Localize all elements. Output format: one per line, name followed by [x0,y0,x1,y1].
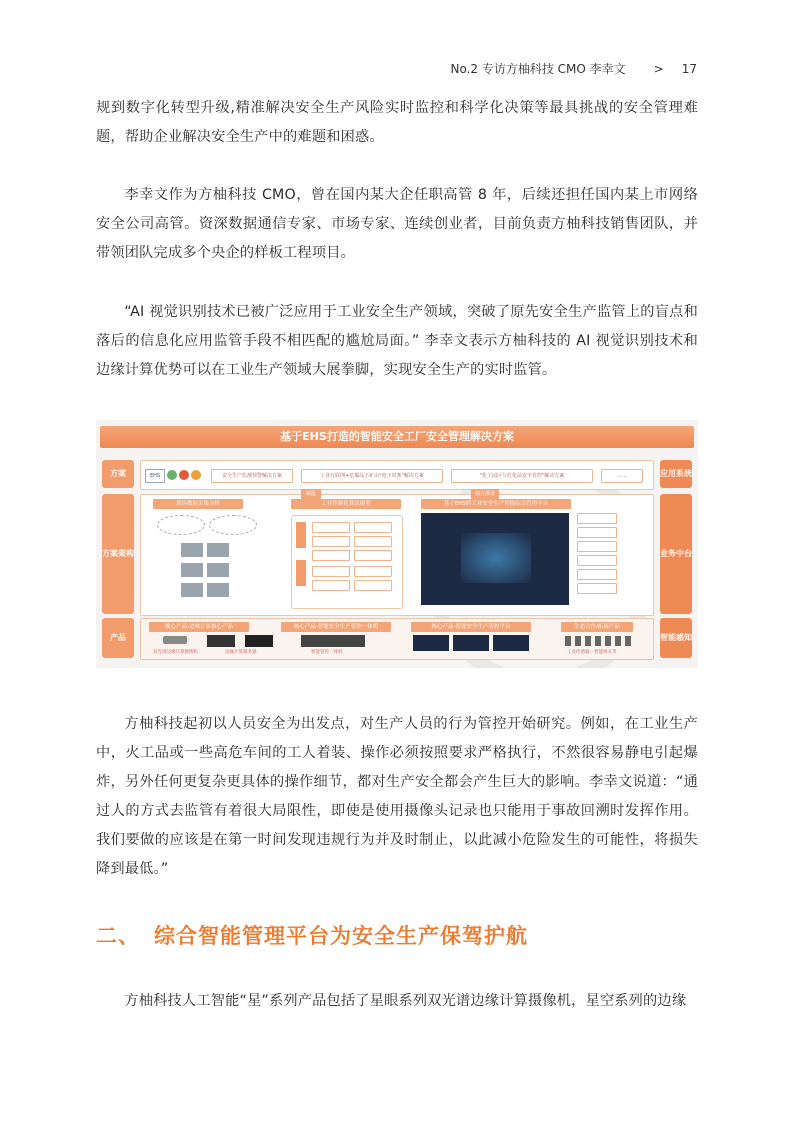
solution-pill-1: 安全生产监测预警解决方案 [211,469,293,483]
camera-thumb-3 [181,563,203,577]
algorithm-panel [291,515,403,609]
menu-box [577,555,617,566]
platform-screen [493,635,529,651]
running-header [450,60,697,77]
camera-thumb-2 [207,543,229,557]
algo-box [354,580,392,591]
bubble-1 [157,515,205,535]
paragraph-2: 李幸文作为方柚科技 CMO，曾在国内某大企任职高管 8 年，后续还担任国内某上市网络安全公司高管。资深数据通信专家、市场专家、连续创业者，目前负责方柚科技销售团队，并带领团队完成多个央企的样板工程项目。 [96,187,698,261]
label-business-middle: 业务中台 [660,494,692,614]
label-product: 产品 [102,618,134,658]
algo-box [354,566,392,577]
label-architecture: 方案架构 [102,494,134,614]
product-caption-3: 智能管控一体机 [311,650,343,655]
algo-box [312,536,350,547]
camera-thumb-4 [207,563,229,577]
solution-pill-2: 工业互联网+危爆品下矿山"电子封条"解决方案 [301,469,443,483]
architecture-row [140,491,654,616]
product-caption-2: 边缘计算服务器 [225,650,257,655]
section-number: 二、 [96,924,140,948]
gear-icon [191,470,201,480]
solution-pill-4: ...... [601,469,643,483]
menu-box [577,541,617,552]
algo-box [354,536,392,547]
platform-title: 基于EHS的工业安全生产智能综合管控平台 [421,499,571,509]
platform-menu [577,513,617,605]
algorithm-model-title: 工业控制化算法模型 [291,499,401,509]
label-scheme: 方案 [102,460,134,488]
header-arrow: > [653,61,664,76]
product-title-3: 核心产品-智能安全生产管控平台 [411,622,531,632]
solution-pill-3: "化工园区与危化品安全管控"解决方案 [451,469,593,483]
all-in-one-product [301,635,365,647]
connector-empower: 赋能 [301,489,321,499]
product-title-2: 核心产品-智能安全生产管控一体机 [281,622,391,632]
product-title-1: 核心产品-边缘计算核心产品 [149,622,249,632]
menu-box [577,527,617,538]
camera-thumb-6 [207,583,229,597]
map-view [461,533,531,583]
product-row [140,618,654,660]
paragraph-5: 方柚科技人工智能“星”系列产品包括了星眼系列双光谱边缘计算摄像机，星空系列的边缘 [124,993,687,1009]
solution-row [140,460,654,490]
algo-box [312,522,350,533]
algo-box [312,550,350,561]
server-product [207,635,235,647]
menu-box [577,569,617,580]
menu-box [577,583,617,594]
label-smart-sensing: 智能感知 [660,618,692,658]
page-number: 17 [681,61,697,76]
menu-box [577,513,617,524]
product-title-4: 生态合作/拓展产品 [561,622,633,632]
header-section: No.2 专访方柚科技 CMO 李幸文 [450,62,626,76]
alert-icon [179,470,189,480]
recycle-icon [167,470,177,480]
data-collection-title: 现场数据采集分析 [153,499,243,509]
ehs-logo: EHS [145,469,165,483]
label-app-system: 应用系统 [660,460,692,488]
paragraph-4: 方柚科技起初以人员安全为出发点，对生产人员的行为管控开始研究。例如，在工业生产中，火工品或一些高危车间的工人着装、操作必须按照要求严格执行，不然很容易静电引起爆炸，另外任何更复杂更具体的操作细节，都对生产安全都会产生巨大的影响。李幸文说道：“通过人的方式去监管有着很大局限性，即使是使用摄像头记录也只能用于事故回溯时发挥作用。我们要做的应该是在第一时间发现违规行为并及时制止，以此减小危险发生的可能性，将损失降到最低。” [96,716,698,877]
platform-screen [453,635,489,651]
algo-tag-1 [296,522,306,548]
platform-screen [413,635,449,651]
camera-product [163,636,187,644]
paragraph-1: 规到数字化转型升级,精准解决安全生产风险实时监控和科学化决策等最具挑战的安全管理难题，帮助企业解决安全生产中的难题和困惑。 [96,100,698,145]
product-caption-4: 工业传感器、智能网关等 [567,650,617,655]
solution-architecture-figure [96,420,698,668]
sensor-products [565,636,631,646]
camera-thumb-5 [181,583,203,597]
server-product [245,635,273,647]
algo-box [312,566,350,577]
figure-title: 基于EHS打造的智能安全工厂安全管理解决方案 [100,426,694,448]
paragraph-3: “AI 视觉识别技术已被广泛应用于工业安全生产领域，突破了原先安全生产监管上的盲点和落后的信息化应用监管手段不相匹配的尴尬局面。” 李幸文表示方柚科技的 AI 视觉识别技术和边缘计算优势可以在工业生产领域大展拳脚，实现安全生产的实时监管。 [96,304,698,378]
algo-tag-2 [296,560,306,586]
product-caption-1: 双光谱边缘计算摄像机 [153,650,198,655]
algo-box [354,522,392,533]
algo-box [354,550,392,561]
dashboard-screenshot [421,513,569,605]
algo-box [312,580,350,591]
section-heading [96,920,528,950]
camera-thumb-1 [181,543,203,557]
bubble-2 [209,515,257,535]
connector-standalone: 独立部署 [471,489,499,499]
section-title: 综合智能管理平台为安全生产保驾护航 [154,924,528,948]
